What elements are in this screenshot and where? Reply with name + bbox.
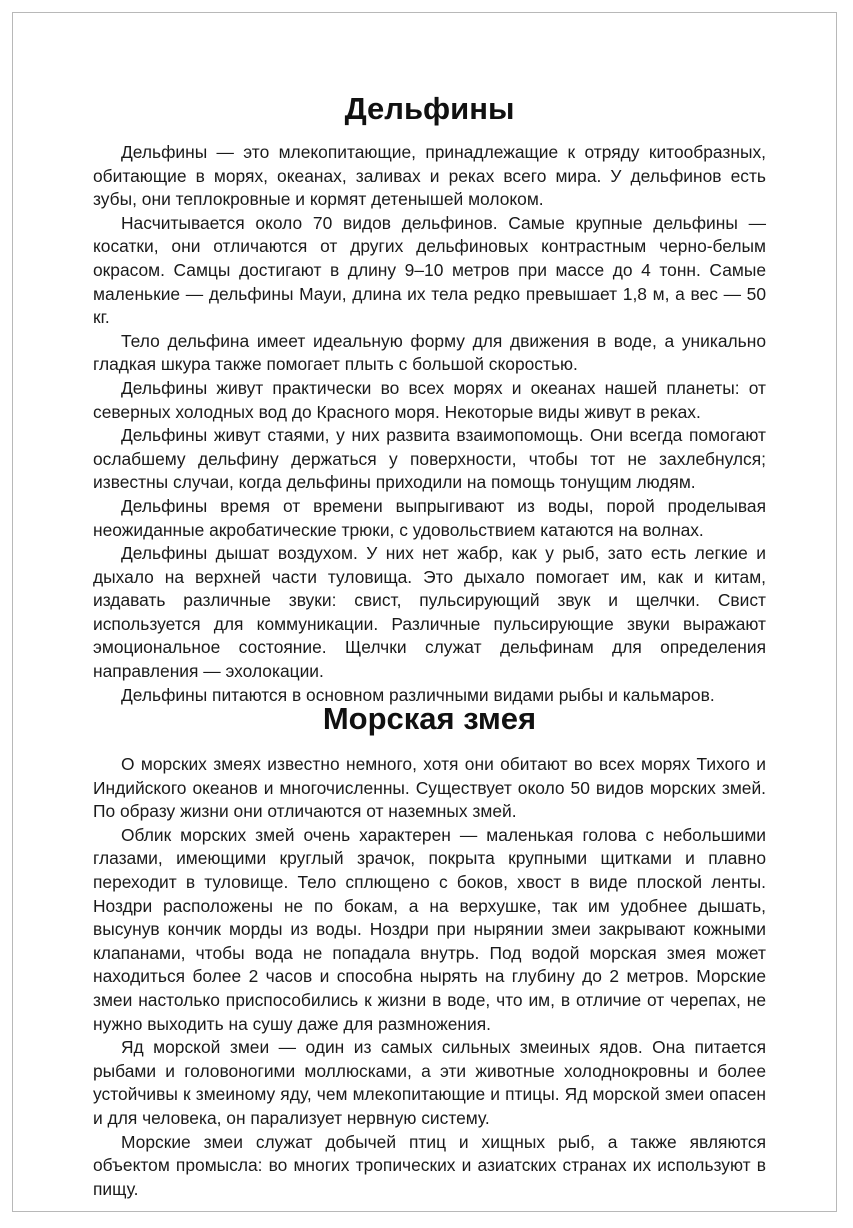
dolphins-paragraph-8: Дельфины питаются в основном различными видами рыбы и кальмаров.	[121, 684, 715, 705]
document-page	[12, 12, 837, 1212]
dolphins-title: Дельфины	[344, 91, 515, 126]
dolphins-paragraph-7: Дельфины дышат воздухом. У них нет жабр, как у рыб, зато есть легкие и дыхало на верхней части туловища. Это дыхало помогает им, как и китам, издавать различные звуки: свист, пульсирующий звук и щелчки. Свист используется для коммуникации. Различные пульсирующие звуки выражают эмоциональное состояние. Щелчки служат дельфинам для определения направления — эхолокации.	[93, 543, 766, 682]
dolphins-section	[93, 89, 766, 707]
dolphins-paragraph-1: Дельфины — это млекопитающие, принадлежащие к отряду китообразных, обитающие в морях, океанах, заливах и реках всего мира. У дельфинов есть зубы, они теплокровные и кормят детенышей молоком.	[93, 142, 766, 210]
dolphins-paragraph-6: Дельфины время от времени выпрыгивают из воды, порой проделывая неожиданные акробатические трюки, с удовольствием катаются на волнах.	[93, 495, 766, 540]
sea-snake-paragraph-1: О морских змеях известно немного, хотя они обитают во всех морях Тихого и Индийского океанов и многочисленны. Существует около 50 видов морских змей. По образу жизни они отличаются от наземных змей.	[93, 754, 766, 822]
sea-snake-paragraph-2: Облик морских змей очень характерен — маленькая голова с небольшими глазами, имеющими круглый зрачок, покрыта крупными щитками и плавно переходит в туловище. Тело сплющено с боков, хвост в виде плоской ленты. Ноздри расположены не по бокам, а на верхушке, так им удобнее дышать, высунув кончик морды из воды. Ноздри при нырянии змеи закрывают кожными клапанами, чтобы вода не попадала внутрь. Под водой морская змея может находиться более 2 часов и способна нырять на глубину до 2 метров. Морские змеи настолько приспособились к жизни в воде, что им, в отличие от черепах, не нужно выходить на сушу даже для размножения.	[93, 824, 766, 1034]
sea-snake-section	[93, 699, 766, 1201]
dolphins-paragraph-4: Дельфины живут практически во всех морях и океанах нашей планеты: от северных холодных вод до Красного моря. Некоторые виды живут в реках.	[93, 377, 766, 422]
sea-snake-title: Морская змея	[322, 701, 537, 736]
sea-snake-paragraph-4: Морские змеи служат добычей птиц и хищных рыб, а также являются объектом промысла: во многих тропических и азиатских странах их используют в пищу.	[93, 1131, 766, 1199]
dolphins-paragraph-2: Насчитывается около 70 видов дельфинов. Самые крупные дельфины — косатки, они отличаются от других дельфиновых контрастным черно-белым окрасом. Самцы достигают в длину 9–10 метров при массе до 4 тонн. Самые маленькие — дельфины Мауи, длина их тела редко превышает 1,8 м, а вес — 50 кг.	[93, 212, 766, 328]
dolphins-paragraph-5: Дельфины живут стаями, у них развита взаимопомощь. Они всегда помогают ослабшему дельфину держаться у поверхности, чтобы тот не захлебнулся; известны случаи, когда дельфины приходили на помощь тонущим людям.	[93, 425, 766, 493]
dolphins-paragraph-3: Тело дельфина имеет идеальную форму для движения в воде, а уникально гладкая шкура также помогает плыть с большой скоростью.	[93, 330, 766, 375]
sea-snake-paragraph-3: Яд морской змеи — один из самых сильных змеиных ядов. Она питается рыбами и головоногими моллюсками, а эти животные холоднокровны и более устойчивы к змеиному яду, чем млекопитающие и птицы. Яд морской змеи опасен и для человека, он парализует нервную систему.	[93, 1037, 766, 1128]
